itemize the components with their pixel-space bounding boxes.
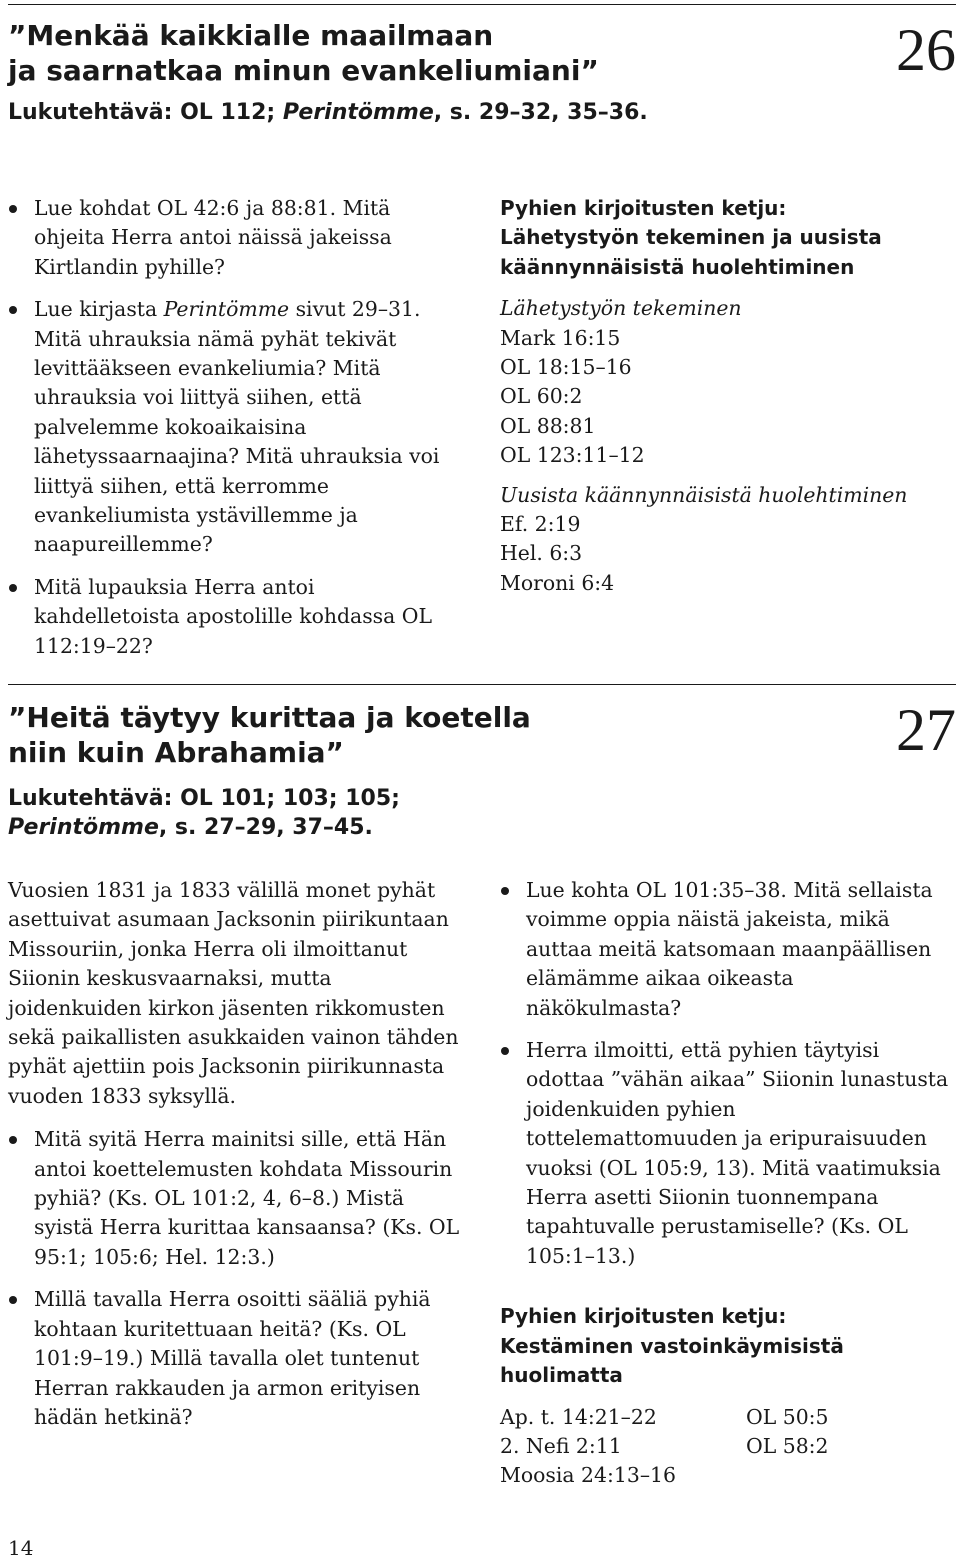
- scripture-ref: OL 123:11–12: [500, 443, 645, 468]
- scripture-ref: Moroni 6:4: [500, 570, 615, 595]
- chain-heading: Pyhien kirjoitusten ketju: Lähetystyön tekeminen ja uusista käännynnäisistä huolehtiminen: [500, 196, 882, 279]
- book-title: Perintömme: [163, 297, 290, 322]
- scripture-ref: Ap. t. 14:21–22: [500, 1404, 657, 1429]
- chain-category-new-converts: Uusista käännynnäisistä huolehtiminen: [500, 482, 908, 507]
- lesson-26-questions: [8, 194, 464, 674]
- page-number: 14: [8, 1536, 34, 1560]
- reading-label: Lukutehtävä:: [8, 100, 181, 125]
- chain-references: [500, 1403, 952, 1491]
- lesson-26-scripture-chain: [500, 194, 950, 598]
- reading-book: Perintömme: [8, 815, 159, 840]
- lesson-26-question-2: Lue kirjasta Perintömme sivut 29–31. Mitä uhrauksia nämä pyhät tekivät levittääkseen evankeliumia? Mitä uhrauksia voi liittyä siihen, että palvelemme kokoaikaisina lähetyssaarnaajina? Mitä uhrauksia voi liittyä siihen, että kerromme evankeliumista ystävillemme ja naapureillemme?: [8, 295, 464, 560]
- scripture-ref: OL 50:5: [746, 1404, 829, 1429]
- scripture-ref: OL 18:15–16: [500, 355, 632, 380]
- lesson-26-title-line2: ja saarnatkaa minun evankeliumiani”: [8, 54, 599, 87]
- scripture-ref: 2. Nefi 2:11: [500, 1433, 622, 1458]
- scripture-ref: OL 88:81: [500, 413, 596, 438]
- lesson-26-number: 26: [896, 17, 956, 83]
- lesson-27-right-column: [500, 876, 952, 1491]
- lesson-27-title-line1: ”Heitä täytyy kurittaa ja koetella: [8, 701, 531, 734]
- reading-pages: , s. 27–29, 37–45.: [158, 815, 373, 840]
- lesson-27-question-1: Mitä syitä Herra mainitsi sille, että Hän antoi koettelemusten kohdata Missourin pyhiä? (Ks. OL 101:2, 4, 6–8.) Mistä syistä Herra kurittaa kansaansa? (Ks. OL 95:1; 105:6; Hel. 12:3.): [8, 1125, 464, 1272]
- chain-category-missionary-work: Lähetystyön tekeminen: [500, 296, 742, 321]
- scripture-ref: Mark 16:15: [500, 325, 621, 350]
- lesson-26-title-line1: ”Menkää kaikkialle maailmaan: [8, 19, 494, 52]
- lesson-26-reading-assignment: [8, 98, 648, 127]
- reading-book: Perintömme: [282, 100, 434, 125]
- lesson-27-title: [8, 700, 531, 770]
- scripture-ref: Ef. 2:19: [500, 512, 581, 537]
- chain-heading: Pyhien kirjoitusten ketju: Kestäminen vastoinkäymisistä huolimatta: [500, 1304, 844, 1388]
- lesson-26-question-3: Mitä lupauksia Herra antoi kahdelletoista apostolille kohdassa OL 112:19–22?: [8, 573, 464, 661]
- lesson-27-left-column: [8, 876, 464, 1445]
- lesson-27-intro: Vuosien 1831 ja 1833 välillä monet pyhät asettuivat asumaan Jacksonin piirikuntaan Missouriin, jonka Herra oli ilmoittanut Siionin keskusvaarnaksi, mutta joidenkuiden kirkon jäsenten rikkomusten sekä paikallisten asukkaiden vainon tähden pyhät ajettiin pois Jacksonin piirikunnasta vuoden 1833 syksyllä.: [8, 878, 459, 1108]
- lesson-27-question-2: Millä tavalla Herra osoitti sääliä pyhiä kohtaan kuritettuaan heitä? (Ks. OL 101:9–19.) Millä tavalla olet tuntenut Herran rakkauden ja armon erityisen hädän hetkinä?: [8, 1285, 464, 1432]
- reading-pages: , s. 29–32, 35–36.: [433, 100, 648, 125]
- lesson-27-title-line2: niin kuin Abrahamia”: [8, 736, 344, 769]
- chain-references-col1: [500, 1403, 746, 1491]
- reading-ref: OL 112;: [180, 100, 283, 125]
- scripture-ref: OL 60:2: [500, 384, 583, 409]
- lesson-27-number: 27: [896, 697, 956, 763]
- lesson-27-reading-assignment: Lukutehtävä: OL 101; 103; 105; Perintömme, s. 27–29, 37–45.: [8, 786, 400, 840]
- scripture-ref: OL 58:2: [746, 1433, 829, 1458]
- top-rule: [8, 4, 956, 5]
- chain-references-col2: [746, 1403, 952, 1491]
- lesson-27-question-3: Lue kohta OL 101:35–38. Mitä sellaista voimme oppia näistä jakeista, mikä auttaa meitä katsomaan maanpäällisen elämämme aikaa oikeasta näkökulmasta?: [500, 876, 952, 1023]
- lesson-26-question-1: Lue kohdat OL 42:6 ja 88:81. Mitä ohjeita Herra antoi näissä jakeissa Kirtlandin pyhille?: [8, 194, 464, 282]
- section-divider-rule: [8, 684, 956, 685]
- scripture-ref: Hel. 6:3: [500, 541, 583, 566]
- lesson-26-title: [8, 18, 599, 88]
- lesson-27-question-4: Herra ilmoitti, että pyhien täytyisi odottaa ”vähän aikaa” Siionin lunastusta joidenkuiden pyhien tottelemattomuuden ja eripuraisuuden vuoksi (OL 105:9, 13). Mitä vaatimuksia Herra asetti Siionin tuonnempana tapahtuvalle perustamiselle? (Ks. OL 105:1–13.): [500, 1036, 952, 1271]
- scripture-ref: Moosia 24:13–16: [500, 1463, 676, 1488]
